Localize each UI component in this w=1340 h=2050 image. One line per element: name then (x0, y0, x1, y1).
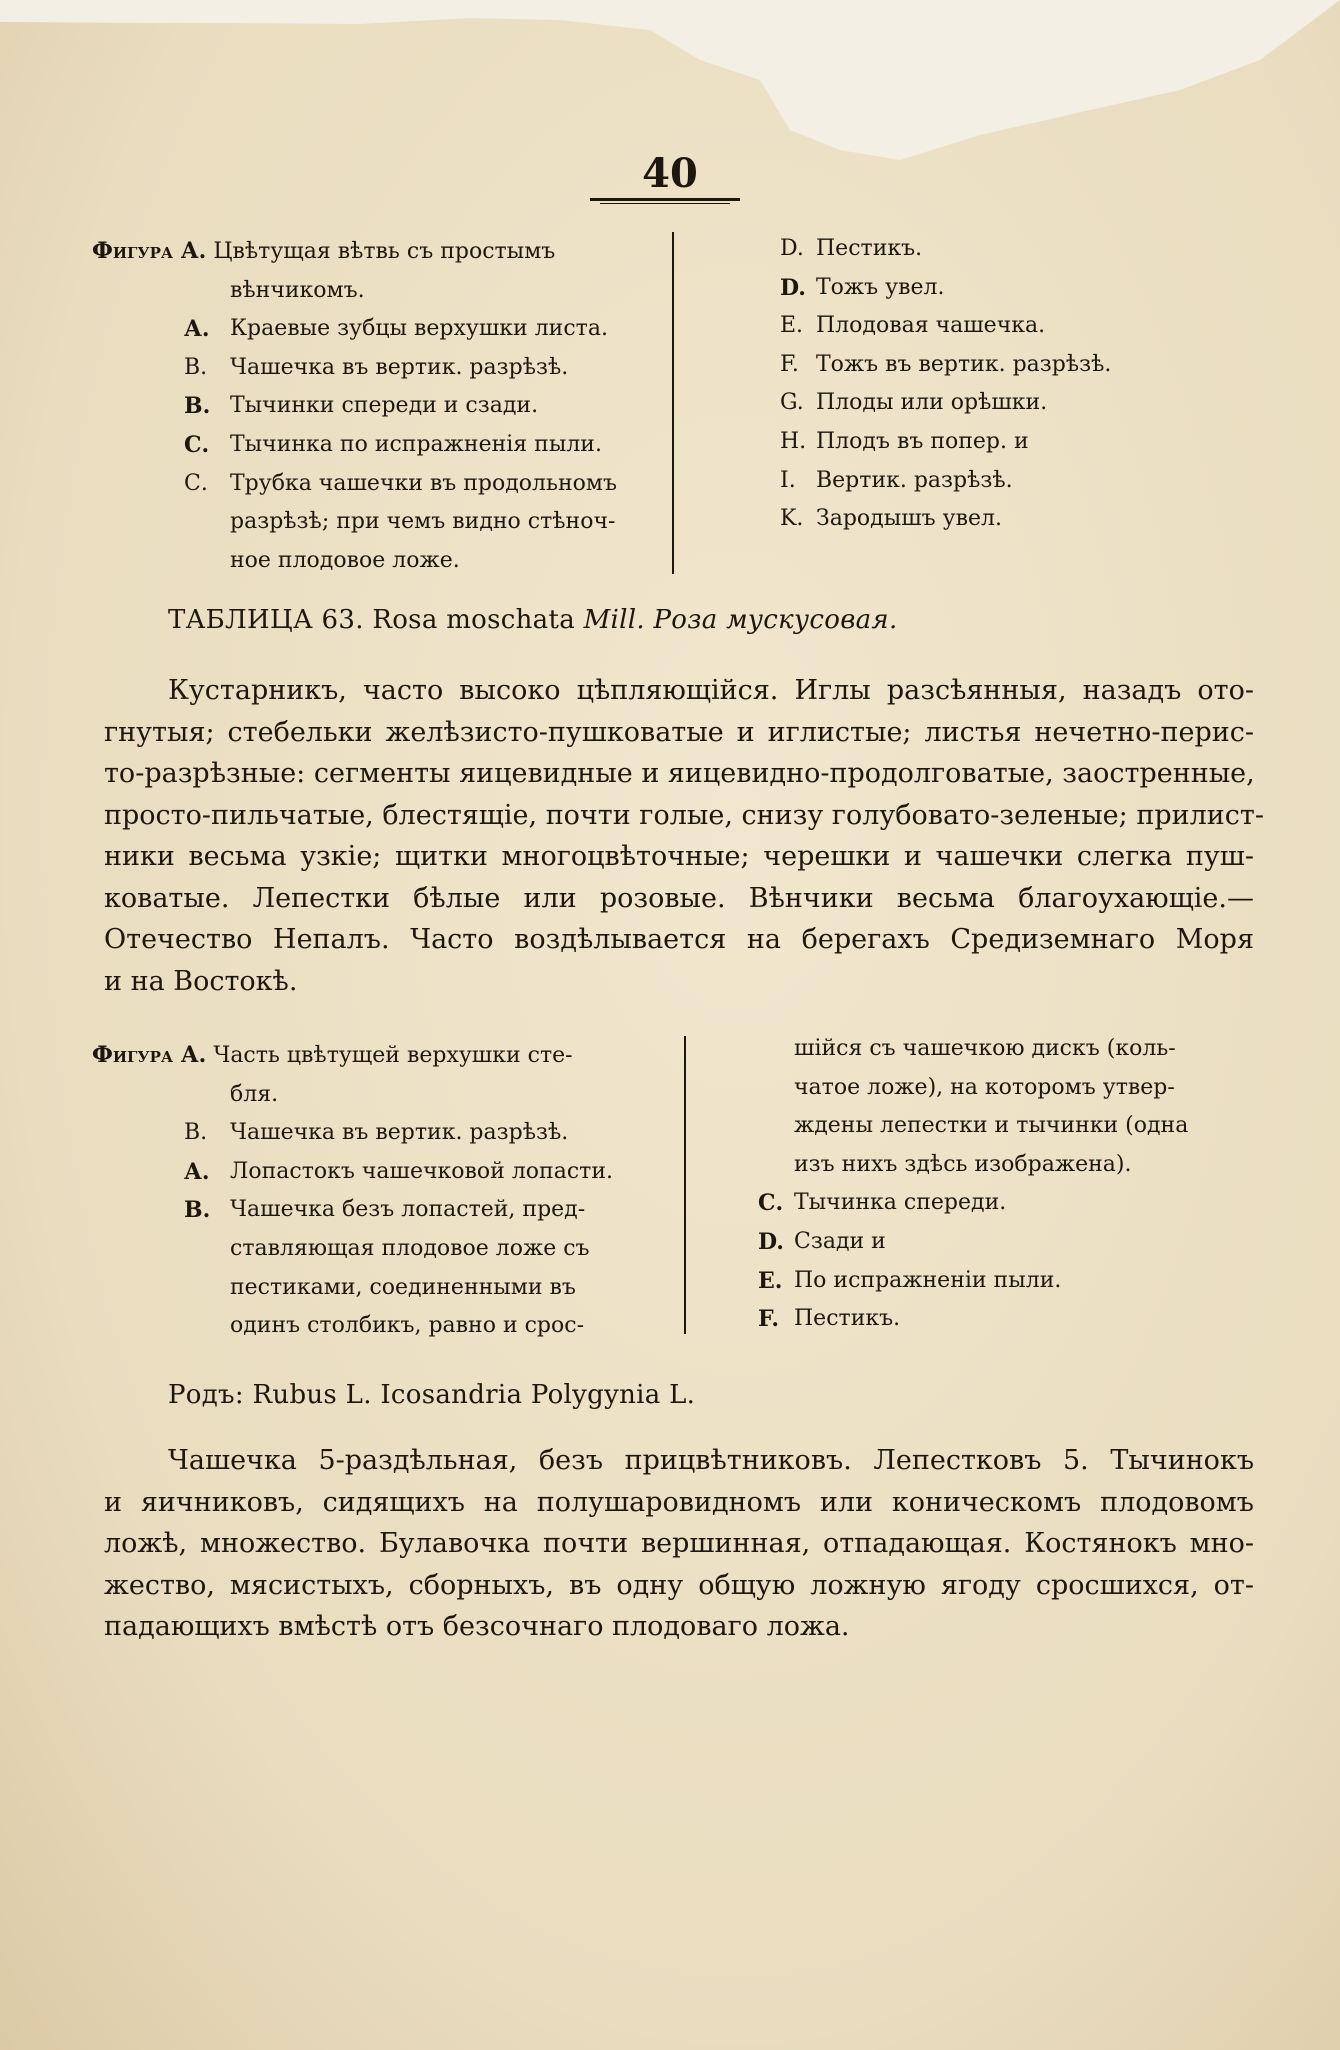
legend1-key: H. (780, 428, 807, 454)
legend2-text: одинъ столбикъ, равно и срос- (230, 1313, 585, 1339)
legend2-key: В. (184, 1120, 208, 1146)
legend1-item (92, 310, 662, 349)
legend1-item (780, 500, 1260, 539)
header-rule-thin (600, 203, 730, 204)
legend1-text: Цвѣтущая вѣтвь съ простымъ (213, 239, 556, 264)
legend2-key: E. (758, 1267, 783, 1294)
legend1-text: Тычинки спереди и сзади. (230, 393, 539, 419)
table63-heading-italic: Mill. Роза мускусовая. (583, 605, 898, 635)
legend2-item (92, 1191, 682, 1345)
legend1-item (780, 230, 1260, 269)
legend2-left-column (92, 1036, 682, 1346)
legend1-item (780, 462, 1260, 501)
legend2-key: С. (758, 1190, 784, 1217)
paragraph-line: падающихъ вмѣстѣ отъ безсочнаго плодоваго ложа. (104, 1611, 850, 1642)
paragraph-line: жество, мясистыхъ, сборныхъ, въ одну общую ложную ягоду сросшихся, от- (104, 1569, 1254, 1601)
legend2-key: F. (758, 1306, 780, 1333)
legend1-text: Плоды или орѣшки. (816, 390, 1048, 416)
legend2-item (758, 1223, 1258, 1262)
paragraph-line: ложѣ, множество. Булавочка почти вершинная, отпадающая. Костянокъ мно- (104, 1528, 1254, 1559)
legend1-key: С. (184, 431, 210, 458)
legend1-item (780, 346, 1260, 385)
paragraph-line: просто-пильчатые, блестящіе, почти голые, снизу голубовато-зеленые; прилист- (104, 799, 1264, 831)
paragraph-line: коватые. Лепестки бѣлые или розовые. Вѣнчики весьма благоухающіе.— (104, 882, 1254, 914)
legend1-item (780, 384, 1260, 423)
genus-heading: Родъ: Rubus L. Icosandria Polygynia L. (168, 1380, 696, 1410)
legend1-key: I. (780, 467, 796, 493)
paragraph-line: и яичниковъ, сидящихъ на полушаровидномъ или коническомъ плодовомъ (104, 1486, 1254, 1518)
legend1-item (92, 426, 662, 465)
legend2-key: Фигура А. (92, 1042, 207, 1068)
paragraph-line: Отечество Непалъ. Часто воздѣлывается на берегахъ Средиземнаго Моря (104, 924, 1254, 955)
legend2-text: Чашечка безъ лопастей, пред- (230, 1197, 586, 1223)
legend1-item (92, 465, 662, 581)
legend1-item (92, 349, 662, 388)
legend2-text: Лопастокъ чашечковой лопасти. (230, 1158, 613, 1184)
legend1-key: K. (780, 506, 804, 532)
legend2-text: ставляющая плодовое ложе съ (230, 1235, 590, 1261)
paragraph-line: ники весьма узкіе; щитки многоцвѣточные; черешки и чашечки слегка пуш- (104, 841, 1254, 872)
legend2-item (92, 1036, 682, 1114)
paragraph-line: то-разрѣзные: сегменты яицевидные и яицевидно-продолговатые, заостренные, (104, 758, 1255, 789)
table63-heading-plain: ТАБЛИЦА 63. Rosa moschata (168, 605, 575, 635)
legend1-text: Трубка чашечки въ продольномъ (230, 470, 618, 496)
legend1-key: А. (184, 316, 210, 343)
legend1-text: разрѣзѣ; при чемъ видно стѣноч- (230, 509, 616, 535)
legend1-text: Тычинка по испражненія пыли. (230, 431, 602, 457)
legend2-right-column (758, 1030, 1258, 1339)
genus-description (104, 1440, 1254, 1648)
page-number: 40 (642, 150, 698, 197)
legend1-key: Фигура А. (92, 238, 207, 264)
legend2-item (758, 1184, 1258, 1223)
legend2-text-cont: шійся съ чашечкою дискъ (коль- (794, 1036, 1176, 1061)
legend2-text-cont: чатое ложе), на которомъ утвер- (794, 1074, 1175, 1100)
legend2-text: Тычинка спереди. (794, 1190, 1007, 1216)
legend2-divider (684, 1036, 686, 1334)
legend2-text: Сзади и (794, 1228, 886, 1254)
legend2-text: Чашечка въ вертик. разрѣзѣ. (230, 1120, 569, 1146)
legend2-text: пестиками, соединенными въ (230, 1274, 576, 1300)
legend1-left-column (92, 232, 662, 580)
paragraph-line: гнутыя; стебельки желѣзисто-пушковатые и иглистые; листья нечетно-перис- (104, 716, 1254, 748)
legend1-text: Пестикъ. (816, 236, 923, 261)
legend2-text: По испражненіи пыли. (794, 1267, 1062, 1293)
paragraph-line: Чашечка 5-раздѣльная, безъ прицвѣтниковъ. Лепестковъ 5. Тычинокъ (168, 1445, 1254, 1476)
legend1-text-cont: вѣнчикомъ. (230, 277, 365, 303)
legend2-key: В. (184, 1197, 211, 1224)
legend1-key: F. (780, 351, 799, 377)
legend1-item (780, 423, 1260, 462)
legend1-key: D. (780, 274, 806, 301)
table63-description (104, 670, 1264, 1002)
legend1-text: Вертик. разрѣзѣ. (816, 467, 1013, 493)
legend1-divider (672, 232, 674, 574)
legend2-text: Пестикъ. (794, 1306, 901, 1332)
legend1-item (780, 269, 1260, 308)
legend1-text: Плодовая чашечка. (816, 313, 1046, 339)
legend2-text-cont: ждены лепестки и тычинки (одна (794, 1113, 1189, 1139)
legend2-text-cont: изъ нихъ здѣсь изображена). (794, 1151, 1132, 1177)
legend1-text: Плодъ въ попер. и (816, 428, 1029, 454)
legend1-key: E. (780, 313, 804, 339)
paragraph-line: Кустарникъ, часто высоко цѣпляющійся. Иглы разсѣянныя, назадъ ото- (168, 675, 1254, 706)
header-rule (590, 198, 740, 201)
legend1-text: Чашечка въ вертик. разрѣзѣ. (230, 354, 569, 380)
legend2-item (758, 1262, 1258, 1301)
legend2-item (92, 1114, 682, 1153)
paragraph-line: и на Востокѣ. (104, 965, 298, 997)
legend2-text: Часть цвѣтущей верхушки сте- (213, 1043, 573, 1068)
legend1-text: ное плодовое ложе. (230, 547, 460, 573)
legend2-key: А. (184, 1158, 210, 1185)
legend1-key: G. (780, 390, 804, 416)
legend1-key: С. (184, 470, 208, 496)
legend1-item (92, 232, 662, 310)
legend1-text: Зародышъ увел. (816, 506, 1002, 532)
legend1-text: Тожъ увел. (816, 274, 945, 300)
legend2-item (758, 1300, 1258, 1339)
legend1-key: В. (184, 393, 211, 420)
legend1-text: Тожъ въ вертик. разрѣзѣ. (816, 351, 1112, 377)
legend1-item (92, 387, 662, 426)
legend1-item (780, 307, 1260, 346)
legend2-item (92, 1153, 682, 1192)
legend2-key: D. (758, 1228, 784, 1255)
legend1-text: Краевые зубцы верхушки листа. (230, 316, 608, 342)
legend1-key: D. (780, 236, 804, 261)
legend1-key: В. (184, 354, 208, 380)
table63-heading (168, 605, 898, 635)
legend2-text-cont: бля. (230, 1081, 279, 1107)
legend1-right-column (780, 230, 1260, 539)
